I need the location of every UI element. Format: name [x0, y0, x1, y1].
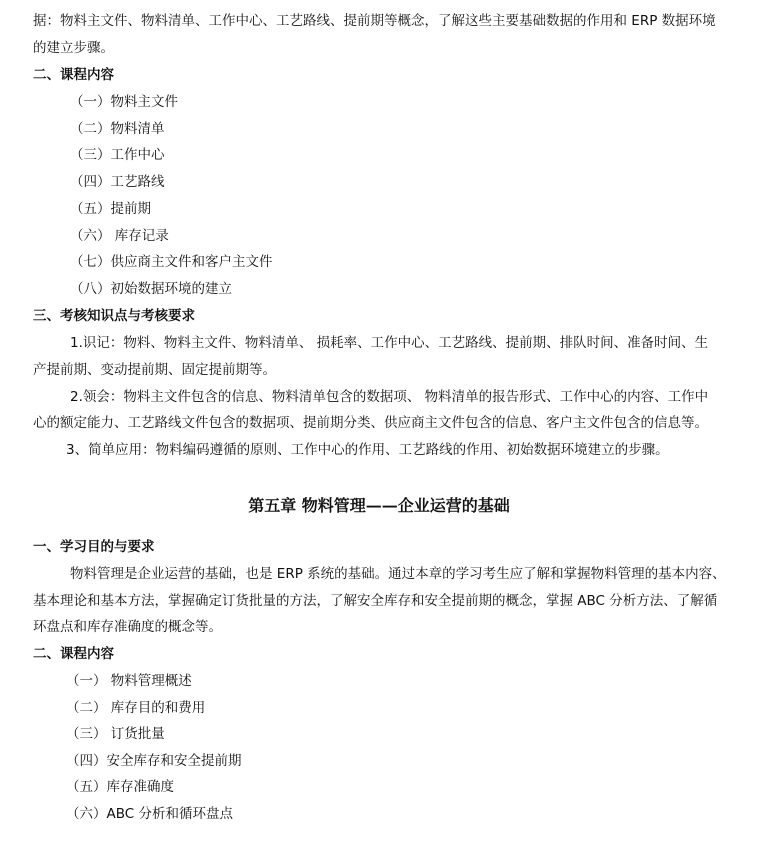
section-heading-course-content-2: 二、课程内容 — [33, 646, 114, 662]
course-item-6: （六） 库存记录 — [70, 228, 169, 244]
course-item-8: （八）初始数据环境的建立 — [70, 281, 232, 297]
assessment-apply-line-1: 3、简单应用：物料编码遵循的原则、工作中心的作用、工艺路线的作用、初始数据环境建立的步骤。 — [66, 442, 669, 458]
learning-goals-line-1: 物料管理是企业运营的基础，也是 ERP 系统的基础。通过本章的学习考生应了解和掌握物料管理的基本内容、 — [70, 566, 726, 582]
assessment-understand-line-2: 心的额定能力、工艺路线文件包含的数据项、提前期分类、供应商主文件包含的信息、客户主文件包含的信息等。 — [33, 415, 708, 431]
course2-item-5: （五）库存准确度 — [66, 779, 174, 795]
course-item-4: （四）工艺路线 — [70, 174, 165, 190]
learning-goals-line-2: 基本理论和基本方法，掌握确定订货批量的方法，了解安全库存和安全提前期的概念，掌握 ABC 分析方法、了解循 — [33, 593, 718, 609]
course-item-5: （五）提前期 — [70, 201, 151, 217]
section-heading-course-content: 二、课程内容 — [33, 67, 114, 83]
course2-item-1: （一） 物料管理概述 — [66, 673, 192, 689]
course2-item-6: （六）ABC 分析和循环盘点 — [66, 806, 233, 822]
course2-item-2: （二） 库存目的和费用 — [66, 700, 206, 716]
assessment-recall-line-2: 产提前期、变动提前期、固定提前期等。 — [33, 362, 276, 378]
section-heading-learning-goals: 一、学习目的与要求 — [33, 539, 155, 555]
intro-line-2: 的建立步骤。 — [33, 40, 114, 56]
course-item-3: （三）工作中心 — [70, 147, 165, 163]
learning-goals-line-3: 环盘点和库存准确度的概念等。 — [33, 619, 222, 635]
course-item-7: （七）供应商主文件和客户主文件 — [70, 254, 273, 270]
course-item-1: （一）物料主文件 — [70, 94, 178, 110]
course2-item-4: （四）安全库存和安全提前期 — [66, 753, 242, 769]
intro-line-1: 据：物料主文件、物料清单、工作中心、工艺路线、提前期等概念，了解这些主要基础数据的作用和 ERP 数据环境 — [33, 13, 716, 29]
assessment-understand-line-1: 2.领会：物料主文件包含的信息、物料清单包含的数据项、 物料清单的报告形式、工作中心的内容、工作中 — [70, 389, 709, 405]
course-item-2: （二）物料清单 — [70, 121, 165, 137]
course2-item-3: （三） 订货批量 — [66, 726, 165, 742]
section-heading-assessment: 三、考核知识点与考核要求 — [33, 308, 195, 324]
assessment-recall-line-1: 1.识记：物料、物料主文件、物料清单、 损耗率、工作中心、工艺路线、提前期、排队时间、准备时间、生 — [70, 335, 709, 351]
chapter-title: 第五章 物料管理——企业运营的基础 — [248, 496, 510, 515]
